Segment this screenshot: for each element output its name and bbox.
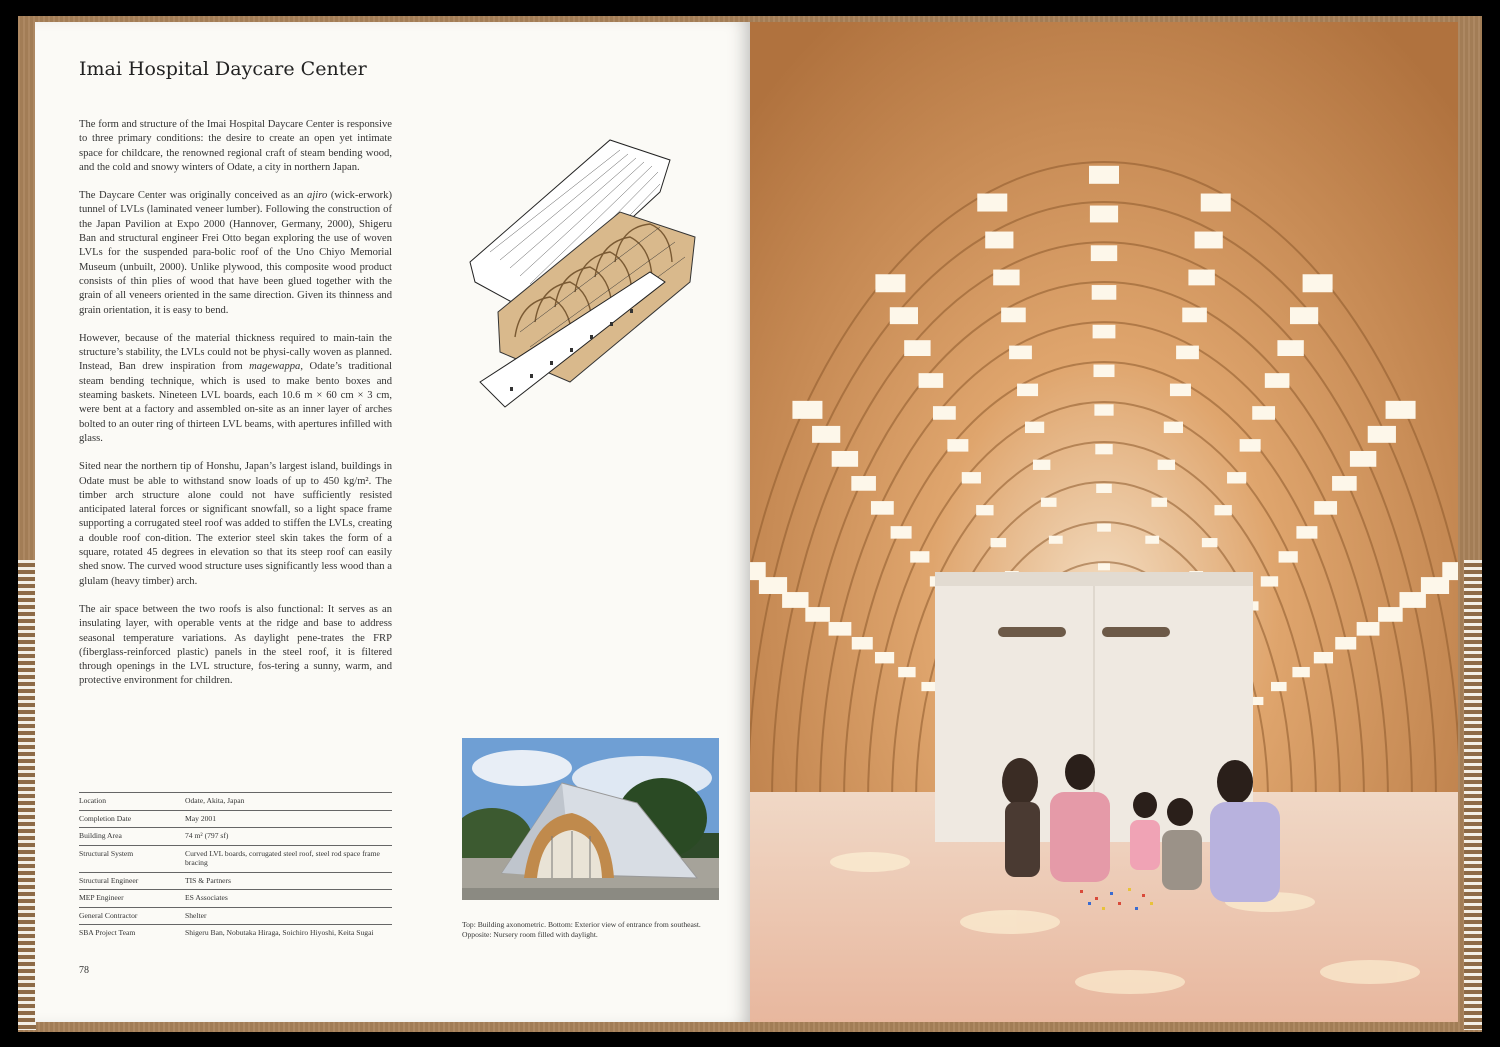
daylight-opening bbox=[1096, 484, 1112, 493]
body-paragraph: The form and structure of the Imai Hospital Daycare Center is responsive to three primary conditions: the desire to create an open yet intimate space for childcare, the renowned regional craft of steam bending wood, and the cold and snowy winters of Odate, a city in northern Japan. bbox=[79, 119, 392, 173]
daylight-opening bbox=[1092, 285, 1117, 300]
spec-value: TIS & Partners bbox=[185, 872, 392, 890]
page-edge-left bbox=[18, 560, 36, 1030]
spec-value: 74 m² (797 sf) bbox=[185, 828, 392, 846]
daylight-opening bbox=[1095, 444, 1112, 454]
daylight-opening bbox=[1314, 652, 1333, 663]
daylight-opening bbox=[1292, 667, 1309, 677]
daylight-opening bbox=[1277, 340, 1303, 356]
daylight-opening bbox=[919, 373, 944, 388]
daylight-opening bbox=[1378, 607, 1403, 622]
daylight-opening bbox=[1094, 404, 1113, 415]
daylight-opening bbox=[1335, 637, 1356, 650]
body-paragraph: The air space between the two roofs is also functional: It serves as an insulating layer, with operable vents at the ridge and base to address seasonal temperature variations. As daylight pene-trates the FRP (fiberglass-reinforced plastic) panels in the steel roof, it is filtered through openings in the LVL structure, fos-tering a sunny, warm, and protective environment for children. bbox=[79, 603, 392, 687]
project-specs-table bbox=[79, 792, 392, 942]
daylight-opening bbox=[1182, 308, 1207, 323]
body-text bbox=[79, 118, 392, 703]
daylight-opening bbox=[792, 401, 822, 419]
daylight-opening bbox=[1195, 232, 1223, 249]
daylight-opening bbox=[993, 270, 1019, 286]
page-edge-right bbox=[1464, 560, 1482, 1030]
spec-value: ES Associates bbox=[185, 890, 392, 908]
daylight-opening bbox=[1158, 460, 1175, 470]
left-page bbox=[35, 22, 750, 1022]
spec-row bbox=[79, 845, 392, 872]
daylight-opening bbox=[1176, 346, 1199, 360]
daylight-opening bbox=[1261, 576, 1278, 586]
spec-label: Location bbox=[79, 793, 185, 811]
spec-row bbox=[79, 872, 392, 890]
spec-value: Shigeru Ban, Nobutaka Hiraga, Soichiro Hiyoshi, Keita Sugai bbox=[185, 925, 392, 942]
daylight-opening bbox=[1296, 526, 1317, 539]
spec-row bbox=[79, 925, 392, 942]
daylight-opening bbox=[852, 637, 873, 650]
spec-label: Structural Engineer bbox=[79, 872, 185, 890]
daylight-opening bbox=[1399, 592, 1425, 608]
daylight-opening bbox=[1090, 206, 1118, 223]
daylight-opening bbox=[933, 406, 956, 420]
daylight-opening bbox=[1001, 308, 1026, 323]
daylight-opening bbox=[875, 652, 894, 663]
daylight-opening bbox=[1017, 384, 1038, 397]
daylight-opening bbox=[1214, 505, 1231, 515]
spec-value: Shelter bbox=[185, 907, 392, 925]
daylight-opening bbox=[1290, 307, 1318, 324]
daylight-opening bbox=[1332, 476, 1357, 491]
daylight-opening bbox=[1041, 498, 1057, 507]
daylight-opening bbox=[991, 538, 1007, 547]
daylight-opening bbox=[1097, 524, 1111, 532]
exterior-photo bbox=[462, 738, 719, 900]
body-paragraph: The Daycare Center was originally conceived as an ajiro (wick-erwork) tunnel of LVLs (laminated veneer lumber). Following the construction of the Japan Pavilion at Expo 2000 (Hannover, Germany, 2000), Shigeru Ban and structural engineer Frei Otto began exploring the use of woven LVLs for the suspended para-bolic roof of the Uno Chiyo Memorial Museum (unbuilt, 2000). Unlike plywood, this composite wood product consists of thin plies of wood that have been glued together with the grain of all veneers oriented in the same direction. Given its thinness and grain orientation, it is easy to bend. bbox=[79, 190, 393, 316]
daylight-opening bbox=[1314, 501, 1337, 515]
spec-value: Odate, Akita, Japan bbox=[185, 793, 392, 811]
daylight-opening bbox=[962, 472, 981, 483]
daylight-opening bbox=[1164, 422, 1183, 433]
daylight-opening bbox=[1033, 460, 1050, 470]
daylight-opening bbox=[910, 551, 929, 562]
daylight-opening bbox=[1421, 577, 1449, 594]
daylight-opening bbox=[1279, 551, 1298, 562]
daylight-opening bbox=[976, 505, 993, 515]
daylight-opening bbox=[759, 577, 787, 594]
daylight-opening bbox=[829, 622, 852, 636]
daylight-opening bbox=[1094, 365, 1115, 378]
daylight-opening bbox=[1265, 373, 1290, 388]
daylight-opening bbox=[921, 682, 937, 691]
spec-label: Building Area bbox=[79, 828, 185, 846]
figure-caption: Top: Building axonometric. Bottom: Exterior view of entrance from southeast. Opposite: Nursery room filled with daylight. bbox=[462, 920, 701, 939]
spec-value: May 2001 bbox=[185, 810, 392, 828]
daylight-opening bbox=[875, 274, 905, 292]
daylight-opening bbox=[891, 526, 912, 539]
body-paragraph: Sited near the northern tip of Honshu, Japan’s largest island, buildings in Odate must be able to withstand snow loads of up to 450 kg/m². The timber arch structure alone could not have sufficiently resisted anticipated lateral forces or significant snowfall, so a light space frame supporting a corrugated steel roof was added to stiffen the LVLs, creating a double roof con-dition. The exterior steel skin takes the form of a square, rotated 45 degrees in elevation so that its steep roof can easily shed snow. The curved wood structure uses significantly less wood than a glulam (heavy timber) arch. bbox=[79, 461, 392, 587]
daylight-opening bbox=[851, 476, 876, 491]
daylight-opening bbox=[832, 451, 858, 467]
spec-value: Curved LVL boards, corrugated steel roof, steel rod space frame bracing bbox=[185, 845, 392, 872]
daylight-opening bbox=[1227, 472, 1246, 483]
daylight-opening bbox=[1271, 682, 1287, 691]
spec-label: MEP Engineer bbox=[79, 890, 185, 908]
daylight-opening bbox=[1049, 536, 1063, 544]
daylight-opening bbox=[1252, 406, 1275, 420]
spec-row bbox=[79, 907, 392, 925]
daylight-opening bbox=[890, 307, 918, 324]
spec-row bbox=[79, 793, 392, 811]
body-paragraph: However, because of the material thickness required to main-tain the structure’s stability, the LVLs could not be physi-cally woven as planned. Instead, Ban drew inspiration from magewappa, Odate’s traditional steam bending technique, which is used to make bento boxes and steaming baskets. Nineteen LVL boards, each 10.6 m × 60 cm × 3 cm, were bent at a factory and assembled on-site as an inner layer of arches bolted to an outer ring of thirteen LVL beams, with apertures infilled with glass. bbox=[79, 332, 392, 444]
daylight-opening bbox=[985, 232, 1013, 249]
daylight-opening bbox=[977, 194, 1007, 212]
daylight-opening bbox=[1240, 439, 1261, 452]
daylight-opening bbox=[898, 667, 915, 677]
axonometric-drawing bbox=[460, 132, 710, 432]
daylight-opening bbox=[947, 439, 968, 452]
daylight-opening bbox=[1188, 270, 1214, 286]
spec-row bbox=[79, 810, 392, 828]
daylight-opening bbox=[1009, 346, 1032, 360]
spec-label: Completion Date bbox=[79, 810, 185, 828]
daylight-opening bbox=[904, 340, 930, 356]
right-page bbox=[750, 22, 1458, 1022]
daylight-opening bbox=[1091, 245, 1117, 261]
daylight-opening bbox=[1025, 422, 1044, 433]
daylight-opening bbox=[1145, 536, 1159, 544]
daylight-opening bbox=[1357, 622, 1380, 636]
daylight-opening bbox=[805, 607, 830, 622]
daylight-opening bbox=[782, 592, 808, 608]
daylight-opening bbox=[1202, 538, 1218, 547]
daylight-opening bbox=[1170, 384, 1191, 397]
spec-row bbox=[79, 890, 392, 908]
daylight-opening bbox=[812, 426, 840, 443]
daylight-opening bbox=[1093, 325, 1116, 339]
daylight-opening bbox=[1350, 451, 1376, 467]
daylight-opening bbox=[1386, 401, 1416, 419]
daylight-opening bbox=[1201, 194, 1231, 212]
daylight-opening bbox=[1368, 426, 1396, 443]
spec-row bbox=[79, 828, 392, 846]
daylight-opening bbox=[871, 501, 894, 515]
spec-label: SBA Project Team bbox=[79, 925, 185, 942]
spec-label: Structural System bbox=[79, 845, 185, 872]
page-title: Imai Hospital Daycare Center bbox=[79, 58, 367, 80]
daylight-opening bbox=[1089, 166, 1119, 184]
daylight-opening bbox=[1303, 274, 1333, 292]
daylight-opening bbox=[1098, 563, 1110, 570]
page-number: 78 bbox=[79, 965, 89, 976]
spec-label: General Contractor bbox=[79, 907, 185, 925]
daylight-opening bbox=[1151, 498, 1167, 507]
nursery-interior-photo bbox=[750, 22, 1458, 1022]
